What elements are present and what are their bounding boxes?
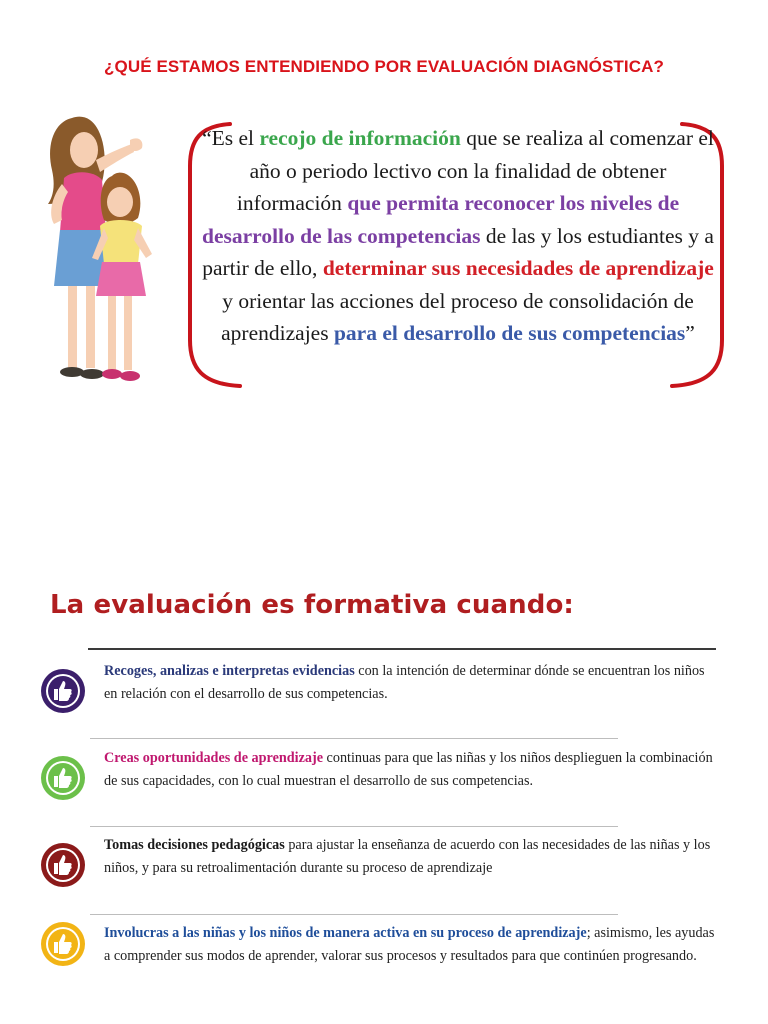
criterion-text [104,747,720,793]
criterion-lead: Creas oportunidades de aprendizaje [104,750,323,766]
quote-highlight-recojo: recojo de información [259,126,461,150]
criterion-lead: Tomas decisiones pedagógicas [104,837,285,853]
criterion-lead: Recoges, analizas e interpretas evidencias [104,663,355,679]
thumbs-up-icon [40,755,86,801]
thumbs-up-icon [40,842,86,888]
section-divider [88,648,716,650]
quote-highlight-niveles: que permita reconocer los niveles de desarrollo de las competencias [202,191,680,248]
item-separator [90,738,618,739]
criterion-text [104,922,720,968]
criterion-rest: continuas para que las niñas y los niños desplieguen la combinación de sus capacidades, con lo cual muestran el desarrollo de sus competencias. [104,750,713,789]
section-title: La evaluación es formativa cuando: [50,590,574,620]
thumbs-up-icon [40,668,86,714]
quote-part: ” [685,321,695,345]
item-separator [90,914,618,915]
criterion-lead: Involucras a las niñas y los niños de manera activa en su proceso de aprendizaje [104,925,587,941]
mother-daughter-illustration [34,100,182,396]
quote-part: que se realiza al comenzar el año o periodo lectivo con la finalidad de obtener información [236,126,714,215]
quote-part: “Es el [202,126,260,150]
criterion-rest: ; asimismo, les ayudas a comprender sus modos de aprender, valorar sus procesos y resultados para que continúen progresando. [104,925,715,964]
quote-part: y orientar las acciones del proceso de consolidación de aprendizajes [221,288,694,345]
criterion-rest: para ajustar la enseñanza de acuerdo con las necesidades de las niñas y los niños, y para su retroalimentación durante su proceso de aprendizaje [104,837,711,876]
criterion-text [104,834,720,880]
criterion-text [104,660,720,706]
thumbs-up-icon [40,921,86,967]
quote-highlight-necesidades: determinar sus necesidades de aprendizaje [322,256,714,280]
page-title: ¿QUÉ ESTAMOS ENTENDIENDO POR EVALUACIÓN DIAGNÓSTICA? [104,57,664,76]
quote-text [202,122,714,350]
diagnostic-evaluation-quote [180,118,732,390]
criterion-rest: con la intención de determinar dónde se encuentran los niños en relación con el desarrollo de sus competencias. [104,663,705,702]
quote-highlight-competencias: para el desarrollo de sus competencias [333,321,686,345]
quote-part: de las y los estudiantes y a partir de ello, [202,223,714,280]
item-separator [90,826,618,827]
